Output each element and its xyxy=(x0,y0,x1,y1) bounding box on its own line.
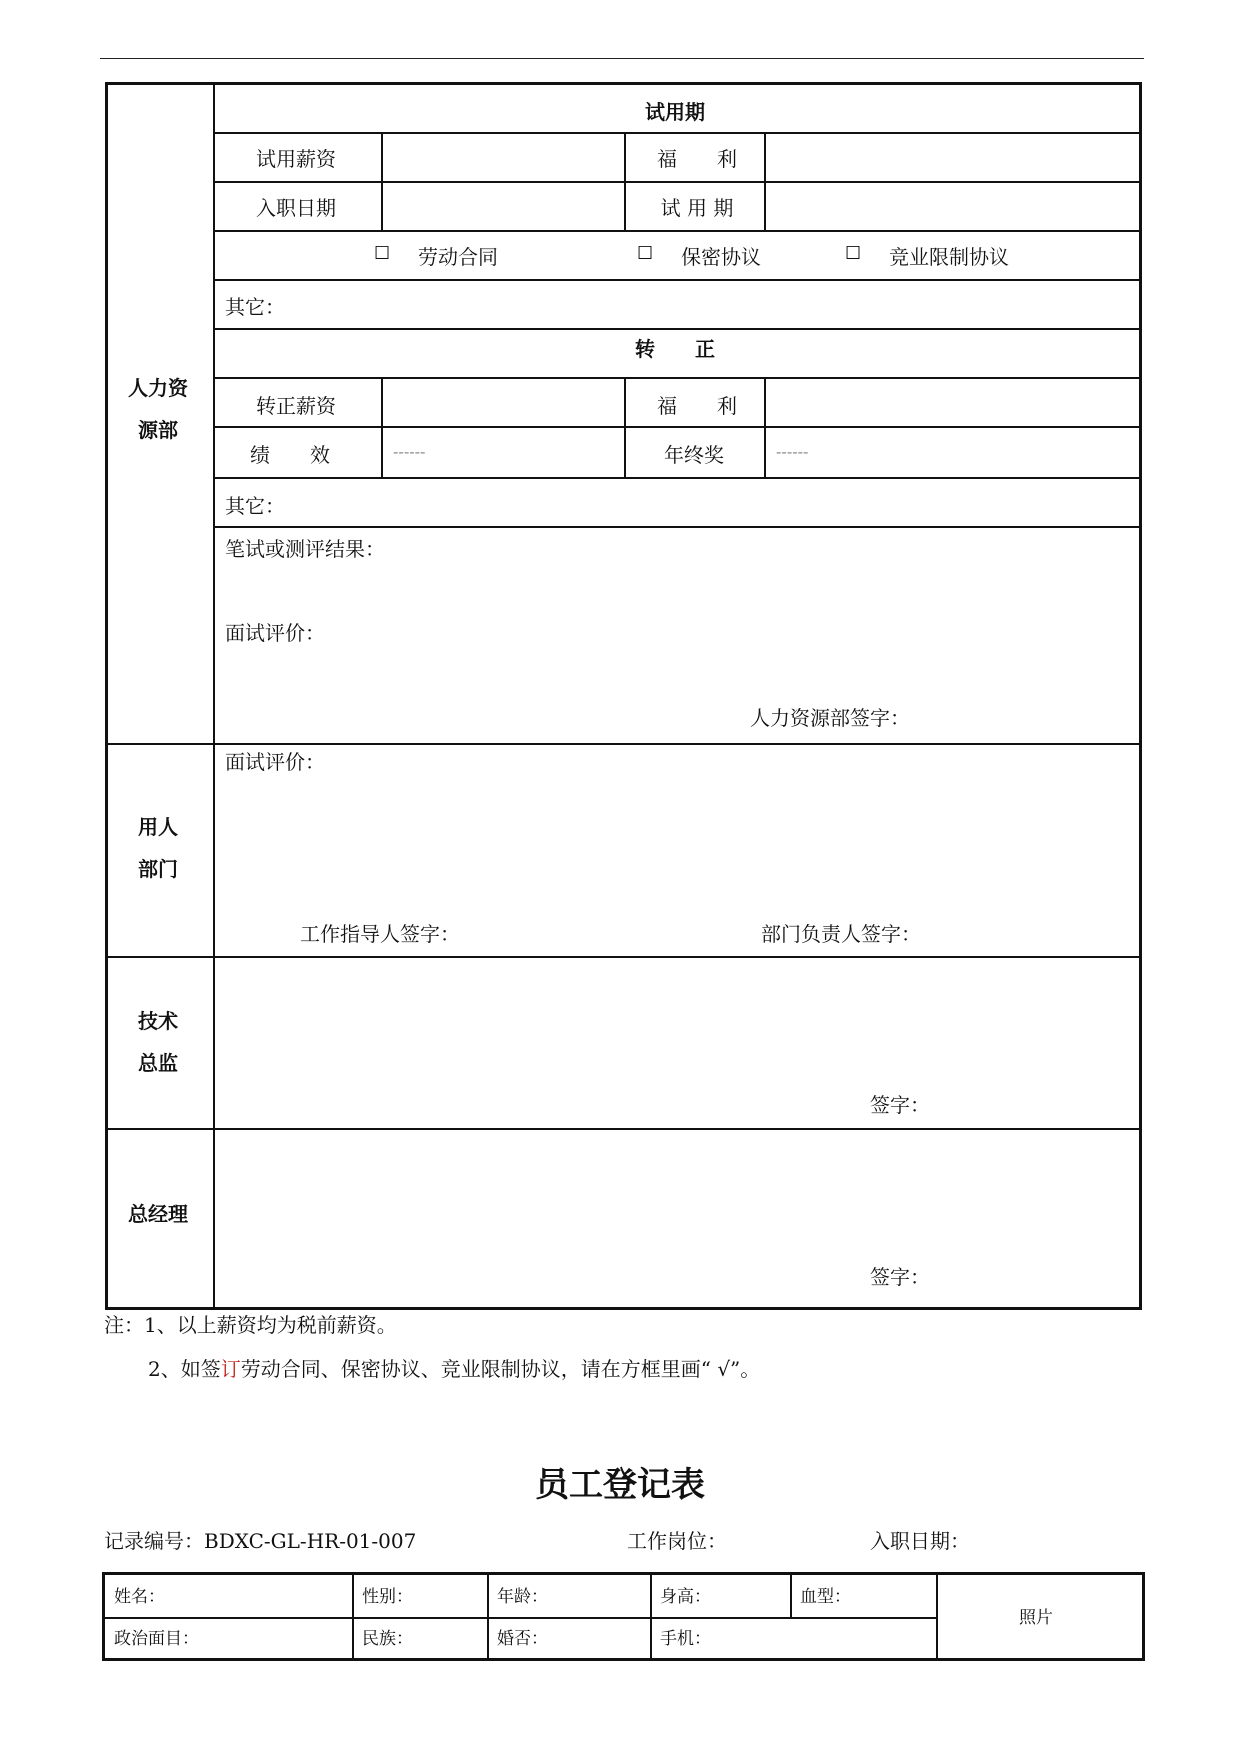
checkbox-confidential[interactable]: ☐ xyxy=(637,243,654,264)
registration-table xyxy=(102,1572,1145,1661)
contract-labour-label: 劳动合同 xyxy=(418,245,498,269)
benefits2-label: 福 利 xyxy=(657,394,737,418)
hr-interview-eval-label: 面试评价： xyxy=(225,621,325,645)
col-line xyxy=(381,132,383,230)
record-number: 记录编号：BDXC-GL-HR-01-007 xyxy=(104,1529,417,1553)
section-line xyxy=(108,956,1139,958)
gm-label: 总经理 xyxy=(128,1202,188,1226)
contract-noncompete-label: 竞业限制协议 xyxy=(889,245,1009,269)
reg-col-line xyxy=(790,1575,792,1617)
row-line xyxy=(213,230,1139,232)
reg-col-line xyxy=(936,1575,938,1658)
header-rule xyxy=(100,58,1144,59)
regular-salary-label: 转正薪资 xyxy=(256,394,336,418)
dept-label-line1: 用人 xyxy=(138,815,178,839)
row-line xyxy=(213,181,1139,183)
marital-label: 婚否： xyxy=(497,1629,548,1649)
name-label: 姓名： xyxy=(114,1587,165,1607)
hr-sign-label: 人力资源部签字： xyxy=(750,706,910,730)
gender-label: 性别： xyxy=(362,1587,413,1607)
start-date-label: 入职日期 xyxy=(256,196,336,220)
row-line xyxy=(213,328,1139,330)
section-line xyxy=(108,743,1139,745)
probation-title: 试用期 xyxy=(645,100,705,124)
phone-label: 手机： xyxy=(660,1629,711,1649)
dept-interview-eval-label: 面试评价： xyxy=(225,750,325,774)
col-line xyxy=(764,132,766,230)
year-bonus-value: ------ xyxy=(776,442,809,461)
blood-label: 血型： xyxy=(800,1587,851,1607)
tech-label-line1: 技术 xyxy=(138,1009,178,1033)
contract-confidential-label: 保密协议 xyxy=(681,245,761,269)
section-line xyxy=(108,1128,1139,1130)
photo-label: 照片 xyxy=(1019,1608,1053,1628)
reg-col-line xyxy=(487,1575,489,1658)
other-label: 其它： xyxy=(225,295,285,319)
row-line xyxy=(213,426,1139,428)
col-line xyxy=(624,132,626,230)
checkbox-labour[interactable]: ☐ xyxy=(374,243,391,264)
row-line xyxy=(213,279,1139,281)
dept-label-line2: 部门 xyxy=(138,857,178,881)
dept-head-sign-label: 部门负责人签字： xyxy=(761,922,921,946)
hr-label-line2: 源部 xyxy=(138,418,178,442)
row-line xyxy=(213,477,1139,479)
row-line xyxy=(213,377,1139,379)
hr-label-line1: 人力资 xyxy=(128,376,188,400)
row-line xyxy=(213,526,1139,528)
performance-value: ------ xyxy=(393,442,426,461)
note-1: 注：1、以上薪资均为税前薪资。 xyxy=(104,1313,397,1337)
registration-title: 员工登记表 xyxy=(535,1465,705,1505)
note-2: 2、如签订劳动合同、保密协议、竞业限制协议，请在方框里画“ √”。 xyxy=(148,1357,761,1381)
height-label: 身高： xyxy=(660,1587,711,1607)
performance-label: 绩 效 xyxy=(250,443,330,467)
entry-date-label: 入职日期： xyxy=(870,1529,970,1553)
tech-sign-label: 签字： xyxy=(870,1093,930,1117)
mentor-sign-label: 工作指导人签字： xyxy=(300,922,460,946)
gm-sign-label: 签字： xyxy=(870,1265,930,1289)
benefits-label: 福 利 xyxy=(657,147,737,171)
col-line xyxy=(764,377,766,477)
checkbox-noncompete[interactable]: ☐ xyxy=(845,243,862,264)
age-label: 年龄： xyxy=(497,1587,548,1607)
reg-col-line xyxy=(352,1575,354,1658)
probation-period-label: 试 用 期 xyxy=(660,196,734,220)
reg-row-line xyxy=(105,1617,937,1619)
position-label: 工作岗位： xyxy=(627,1529,727,1553)
col-line xyxy=(381,377,383,477)
reg-col-line xyxy=(650,1575,652,1658)
year-bonus-label: 年终奖 xyxy=(664,443,724,467)
ethnicity-label: 民族： xyxy=(362,1629,413,1649)
regular-title: 转 正 xyxy=(635,337,715,361)
test-result-label: 笔试或测评结果： xyxy=(225,537,385,561)
label-column-divider xyxy=(213,85,215,1307)
col-line xyxy=(624,377,626,477)
probation-salary-label: 试用薪资 xyxy=(256,147,336,171)
other2-label: 其它： xyxy=(225,494,285,518)
political-label: 政治面目： xyxy=(114,1629,199,1649)
tech-label-line2: 总监 xyxy=(138,1051,178,1075)
row-line xyxy=(213,132,1139,134)
